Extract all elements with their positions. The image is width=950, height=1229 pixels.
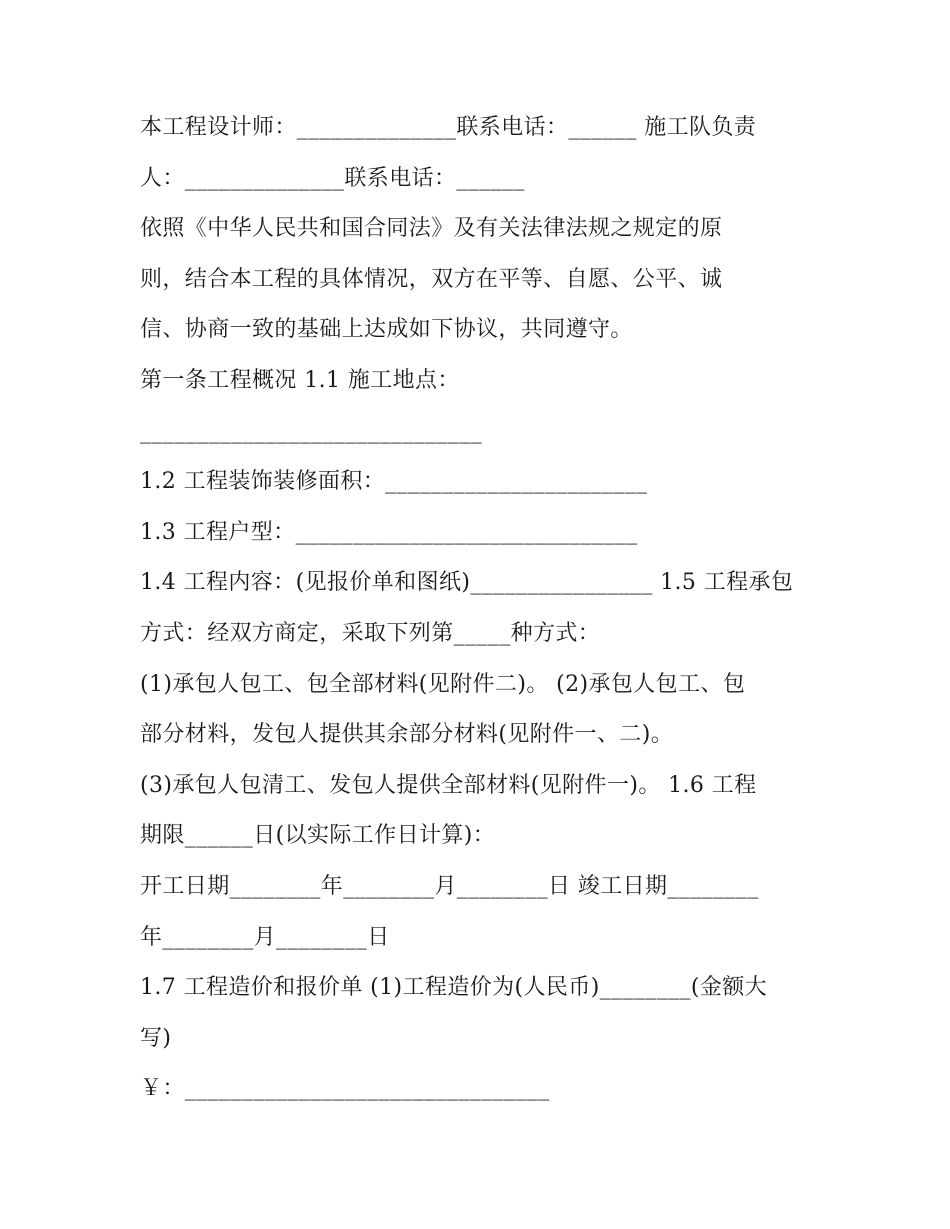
text-line: ______________________________ xyxy=(140,418,482,444)
text-line: 信、协商一致的基础上达成如下协议，共同遵守。 xyxy=(140,317,633,343)
text-line: 1.4 工程内容：(见报价单和图纸)________________ 1.5 工程承包 xyxy=(140,570,794,596)
text-line: 写) xyxy=(140,1025,172,1051)
text-line: 第一条工程概况 1.1 施工地点： xyxy=(140,367,460,393)
text-line: 1.3 工程户型：______________________________ xyxy=(140,519,638,545)
text-line: 部分材料，发包人提供其余部分材料(见附件一、二)。 xyxy=(140,722,674,748)
text-line: ￥：________________________________ xyxy=(140,1076,550,1102)
text-line: (1)承包人包工、包全部材料(见附件二)。 (2)承包人包工、包 xyxy=(140,671,746,697)
text-line: 人：______________联系电话：______ xyxy=(140,165,525,191)
text-line: 方式：经双方商定，采取下列第_____种方式： xyxy=(140,620,601,646)
text-line: 年________月________日 xyxy=(140,924,390,950)
document-page xyxy=(140,103,820,1115)
text-line: 依照《中华人民共和国合同法》及有关法律法规之规定的原 xyxy=(140,216,723,242)
text-line: 本工程设计师：______________联系电话：______ 施工队负责 xyxy=(140,115,757,140)
text-line: (3)承包人包清工、发包人提供全部材料(见附件一)。 1.6 工程 xyxy=(140,772,757,798)
text-line: 开工日期________年________月________日 竣工日期________ xyxy=(140,873,759,899)
text-line: 1.2 工程装饰装修面积：_______________________ xyxy=(140,469,648,495)
text-line: 1.7 工程造价和报价单 (1)工程造价为(人民币)________(金额大 xyxy=(140,975,768,1001)
text-line: 则，结合本工程的具体情况，双方在平等、自愿、公平、诚 xyxy=(140,266,723,292)
text-line: 期限______日(以实际工作日计算)： xyxy=(140,823,496,849)
